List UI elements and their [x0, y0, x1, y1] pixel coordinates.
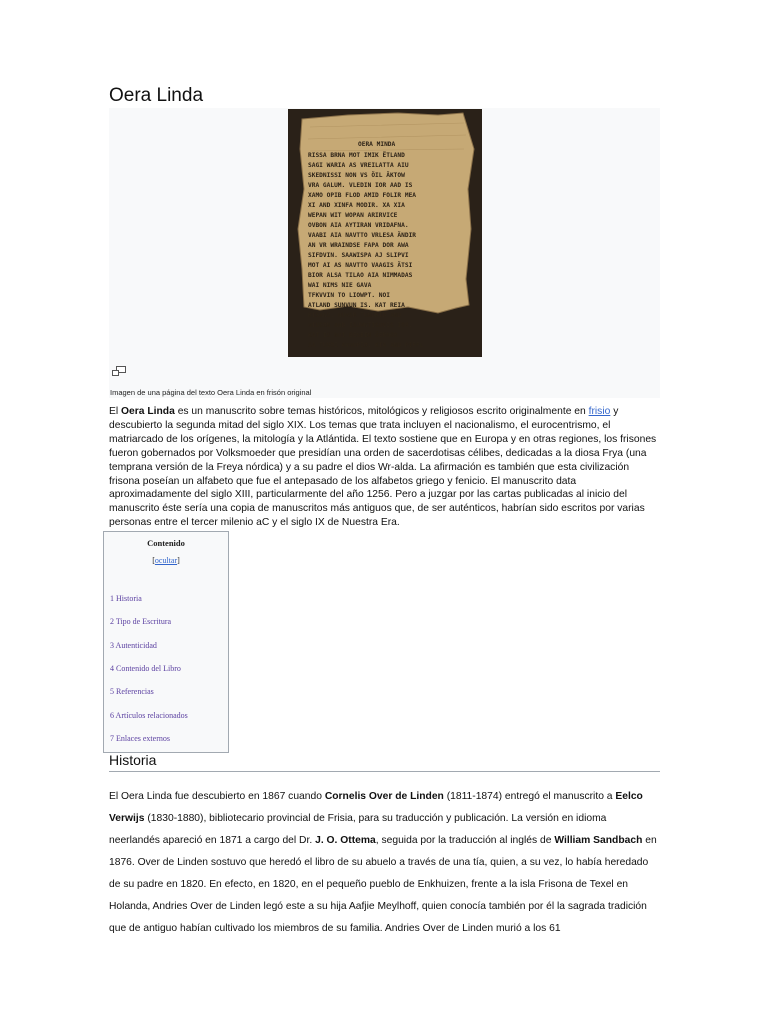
svg-text:TFKVVIN TO LIOWPT. NOI: TFKVVIN TO LIOWPT. NOI [308, 292, 390, 299]
svg-text:SIFDVIN. SAAWISPA AJ SLIPVI: SIFDVIN. SAAWISPA AJ SLIPVI [308, 252, 409, 259]
svg-text:KAT IS NOI BESEIN ÖERNOR: KAT IS NOI BESEIN ÖERNOR [308, 332, 398, 339]
toc-hide-toggle [104, 556, 228, 565]
historia-text: El Oera Linda fue descubierto en 1867 cuando [109, 791, 325, 802]
figure [109, 108, 660, 398]
historia-text: (1811-1874) entregó el manuscrito a [443, 791, 616, 802]
svg-text:VRA GALUM. VLEDIN IOR AAD IS: VRA GALUM. VLEDIN IOR AAD IS [308, 182, 413, 189]
lead-text: El [109, 406, 122, 417]
svg-text:WEPAN WIT WOPAN ARIRVICE: WEPAN WIT WOPAN ARIRVICE [308, 212, 398, 219]
toc-item-enlaces-externos[interactable]: 7 Enlaces externos [110, 734, 170, 743]
page-title: Oera Linda [109, 84, 660, 110]
svg-text:XAMO OPIB FLOD AMID FOLIR MEA: XAMO OPIB FLOD AMID FOLIR MEA [308, 192, 417, 199]
historia-text: , seguida por la traducción al inglés de [375, 835, 555, 846]
svg-text:OERA MINDA: OERA MINDA [358, 141, 396, 148]
historia-bold: William Sandbach [554, 835, 643, 846]
lead-paragraph [109, 405, 660, 530]
toc-hide-link[interactable]: ocultar [154, 556, 178, 565]
toc-item-articulos-relacionados[interactable]: 6 Artículos relacionados [110, 711, 188, 720]
magnify-clip-icon[interactable] [112, 366, 126, 376]
manuscript-image[interactable] [288, 109, 482, 357]
lead-text: es un manuscrito sobre temas históricos, mitológicos y religiosos escrito originalmente en [174, 406, 589, 417]
historia-bold: J. O. Ottema [315, 835, 376, 846]
lead-bold-title: Oera Linda [121, 406, 175, 417]
svg-text:OVBON AIA AYTIRAN VRIDAFNA.: OVBON AIA AYTIRAN VRIDAFNA. [308, 222, 409, 229]
svg-text:SAGI WARIA AS VREILATTA AIU: SAGI WARIA AS VREILATTA AIU [308, 162, 409, 169]
toc-item-tipo-de-escritura[interactable]: 2 Tipo de Escritura [110, 617, 172, 626]
svg-text:MOT AI AS NAVTTO VAAGIS ÄTSI: MOT AI AS NAVTTO VAAGIS ÄTSI [308, 262, 413, 269]
historia-bold: Cornelis Over de Linden [324, 791, 444, 802]
svg-text:NIUGON AND ISUWNTIGOVIG IOR.: NIUGON AND ISUWNTIGOVIG IOR. [308, 322, 413, 329]
historia-text: en 1876. Over de Linden sostuvo que heredó el libro de su abuelo a través de una tía, quien, a su vez, lo había heredado de su padre en 1820. En efecto, en 1820, en el pequeño pueblo de Enkhuizen, frente a la isla Frisona de Texel en Holanda, Andries Over de Linden legó este a su hija Aafjie Meylhoff, quien conocía también por él la sagrada tradición que de antiguo habían cultivado los miembros de su familia. Andries Over de Linden murió a los 61 [109, 835, 657, 934]
svg-text:BIOR ALSA TILAO AIA NIMMADAS: BIOR ALSA TILAO AIA NIMMADAS [308, 272, 413, 279]
svg-text:AN VR WRAINDSE FAPA DOR AWA: AN VR WRAINDSE FAPA DOR AWA [308, 242, 409, 249]
toc-bracket: ] [177, 556, 180, 565]
toc-item-historia[interactable]: 1 Historia [110, 594, 142, 603]
section-heading-historia: Historia [109, 751, 660, 772]
svg-text:SKEDNISSI NON VS ÖIL ÄKTOW: SKEDNISSI NON VS ÖIL ÄKTOW [308, 172, 405, 179]
toc-bracket: [ [152, 556, 155, 565]
svg-text:RISSA BRNA MOT IMIK ËTLAND: RISSA BRNA MOT IMIK ËTLAND [308, 152, 405, 159]
figure-caption: Imagen de una página del texto Oera Linda en frisón original [110, 388, 312, 397]
svg-text:ATLAND SUNVUN IS. KAT REIA: ATLAND SUNVUN IS. KAT REIA [308, 302, 405, 309]
toc-item-referencias[interactable]: 5 Referencias [110, 687, 154, 696]
svg-text:RISAND. NUWSR TUNDRID AND: RISAND. NUWSR TUNDRID AND [308, 312, 402, 319]
toc-item-autenticidad[interactable]: 3 Autenticidad [110, 641, 157, 650]
toc-item-contenido-del-libro[interactable]: 4 Contenido del Libro [110, 664, 181, 673]
table-of-contents [103, 531, 229, 753]
svg-text:XI AND XINFA MODIR. XA XIA: XI AND XINFA MODIR. XA XIA [308, 202, 405, 209]
svg-text:VAABI AIA NAVTTO VRLESA ÄNDIR: VAABI AIA NAVTTO VRLESA ÄNDIR [308, 232, 417, 239]
svg-text:WAI NIMS NIE GAVA: WAI NIMS NIE GAVA [308, 282, 372, 289]
svg-text:SA TUVOI AVNOPIO. KIA AND PIF: SA TUVOI AVNOPIO. KIA AND PIFFL [308, 342, 424, 349]
toc-title: Contenido [147, 538, 185, 548]
link-frisio[interactable]: frisio [588, 406, 611, 417]
historia-paragraph [109, 786, 660, 940]
historia-text: (1830-1880), bibliotecario provincial de Frisia, para su traducción y publicación. La versión en idioma neerlandés apareció en 1871 a cargo del Dr. [109, 813, 607, 846]
historia-bold: Eelco Verwijs [109, 791, 643, 824]
lead-text: y descubierto la segunda mitad del siglo XIX. Los temas que trata incluyen el nacionalismo, el eurocentrismo, el matriarcado de los orígenes, la mitología y la Atlántida. El texto sostiene que en Europa y en otras regiones, los frisones fueron gobernados por Volksmoeder que presidían una orden de sacerdotisas célibes, dedicadas a la diosa Frya (una temprana versión de la Freya nórdica) y a su padre el dios Wr-alda. La afirmación es también que esta civilización frisona poseían un alfabeto que fue el antepasado de los alfabetos griego y fenicio. El manuscrito data aproximadamente del siglo XIII, particularmente del año 1256. Pero a juzgar por las cartas publicadas al inicio del manuscrito éste sería una copia de manuscritos más antiguos que, de ser auténticos, habrían sido escritos por varias personas entre el tercer milenio aC y el siglo IX de Nuestra Era. [109, 406, 657, 529]
